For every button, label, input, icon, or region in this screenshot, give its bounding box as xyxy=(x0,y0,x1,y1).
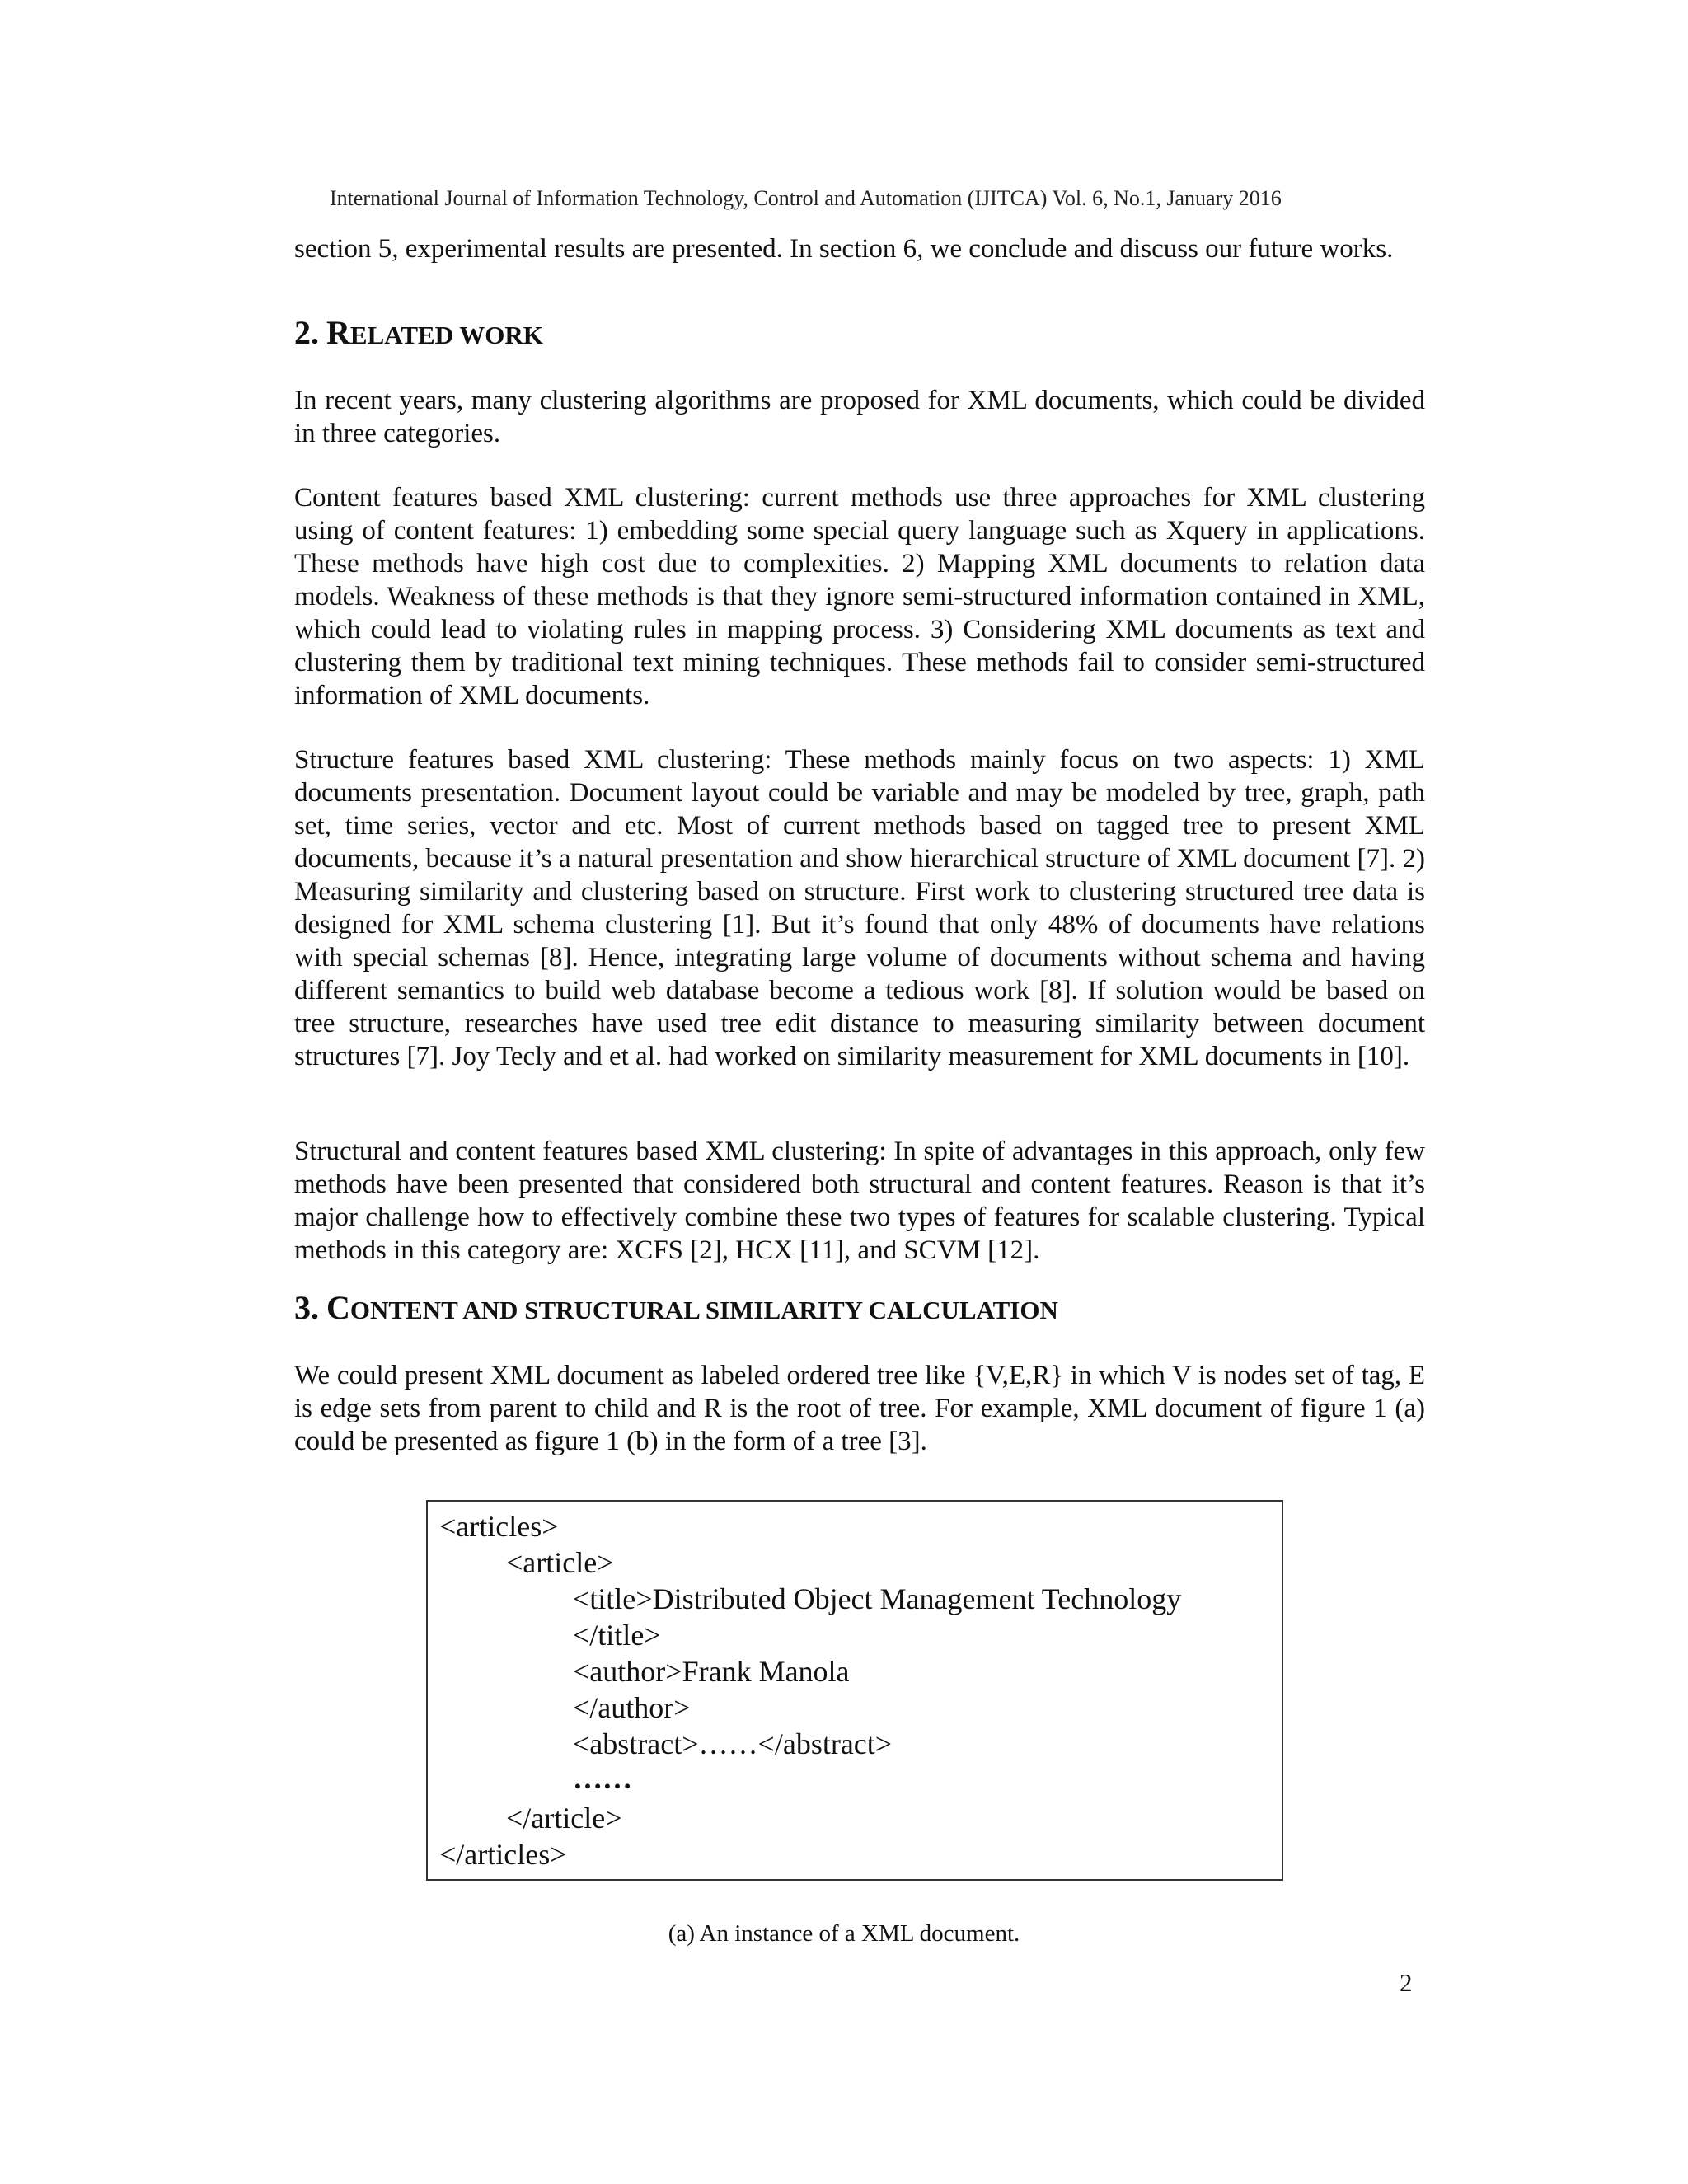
section-3-title-initial: C xyxy=(326,1289,350,1326)
section-2-paragraph-3: Structure features based XML clustering: These methods mainly focus on two aspects: 1) XML documents presentation. Document layout could be variable and may be modeled by tree, graph, path set, time series, vector and etc. Most of current methods based on tagged tree to present XML documents, because it’s a natural presentation and show hierarchical structure of XML document [7]. 2) Measuring similarity and clustering based on structure. First work to clustering structured tree data is designed for XML schema clustering [1]. But it’s found that only 48% of documents have relations with special schemas [8]. Hence, integrating large volume of documents without schema and having different semantics to build web database become a tedious work [8]. If solution would be based on tree structure, researches have used tree edit distance to measuring similarity between document structures [7]. Joy Tecly and et al. had worked on similarity measurement for XML documents in [10]. xyxy=(294,745,1425,1071)
xml-line: …… xyxy=(573,1762,632,1795)
section-3-paragraph-1: We could present XML document as labeled ordered tree like {V,E,R} in which V is nodes set of tag, E is edge sets from parent to child and R is the root of tree. For example, XML document of figure 1 (a) could be presented as figure 1 (b) in the form of a tree [3]. xyxy=(294,1361,1425,1456)
page-number: 2 xyxy=(1400,1968,1413,1997)
section-2-number: 2. xyxy=(294,314,319,351)
section-2-paragraph-2: Content features based XML clustering: current methods use three approaches for XML clustering using of content features: 1) embedding some special query language such as Xquery in applications. These methods have high cost due to complexities. 2) Mapping XML documents to relation data models. Weakness of these methods is that they ignore semi-structured information contained in XML, which could lead to violating rules in mapping process. 3) Considering XML documents as text and clustering them by traditional text mining techniques. These methods fail to consider semi-structured information of XML documents. xyxy=(294,483,1425,710)
section-2-heading xyxy=(294,313,543,352)
running-header: International Journal of Information Technology, Control and Automation (IJITCA) Vol. 6, No.1, January 2016 xyxy=(330,186,1282,210)
figure-caption: (a) An instance of a XML document. xyxy=(668,1920,1020,1947)
xml-line: <author>Frank Manola xyxy=(573,1655,850,1688)
xml-line: </title> xyxy=(573,1619,661,1652)
xml-line: </author> xyxy=(573,1691,691,1724)
intro-tail-paragraph: section 5, experimental results are presented. In section 6, we conclude and discuss our future works. xyxy=(294,234,1394,264)
xml-line: <article> xyxy=(506,1546,614,1579)
xml-line: </article> xyxy=(506,1802,622,1835)
section-2-title-initial: R xyxy=(326,314,350,351)
xml-line: <articles> xyxy=(439,1510,559,1543)
section-2-paragraph-4: Structural and content features based XML clustering: In spite of advantages in this approach, only few methods have been presented that considered both structural and content features. Reason is that it’s major challenge how to effectively combine these two types of features for scalable clustering. Typical methods in this category are: XCFS [2], HCX [11], and SCVM [12]. xyxy=(294,1137,1425,1265)
section-3-number: 3. xyxy=(294,1289,319,1326)
section-3-title-rest: ONTENT AND STRUCTURAL SIMILARITY CALCULATION xyxy=(349,1296,1058,1324)
xml-line: <abstract>……</abstract> xyxy=(573,1727,893,1760)
xml-line: </articles> xyxy=(439,1838,567,1871)
section-2-title-rest: ELATED WORK xyxy=(349,321,543,349)
section-3-heading xyxy=(294,1288,1058,1327)
xml-line: <title>Distributed Object Management Technology xyxy=(573,1582,1182,1615)
xml-document-figure xyxy=(426,1500,1283,1881)
section-2-paragraph-1: In recent years, many clustering algorithms are proposed for XML documents, which could be divided in three categories. xyxy=(294,386,1425,448)
